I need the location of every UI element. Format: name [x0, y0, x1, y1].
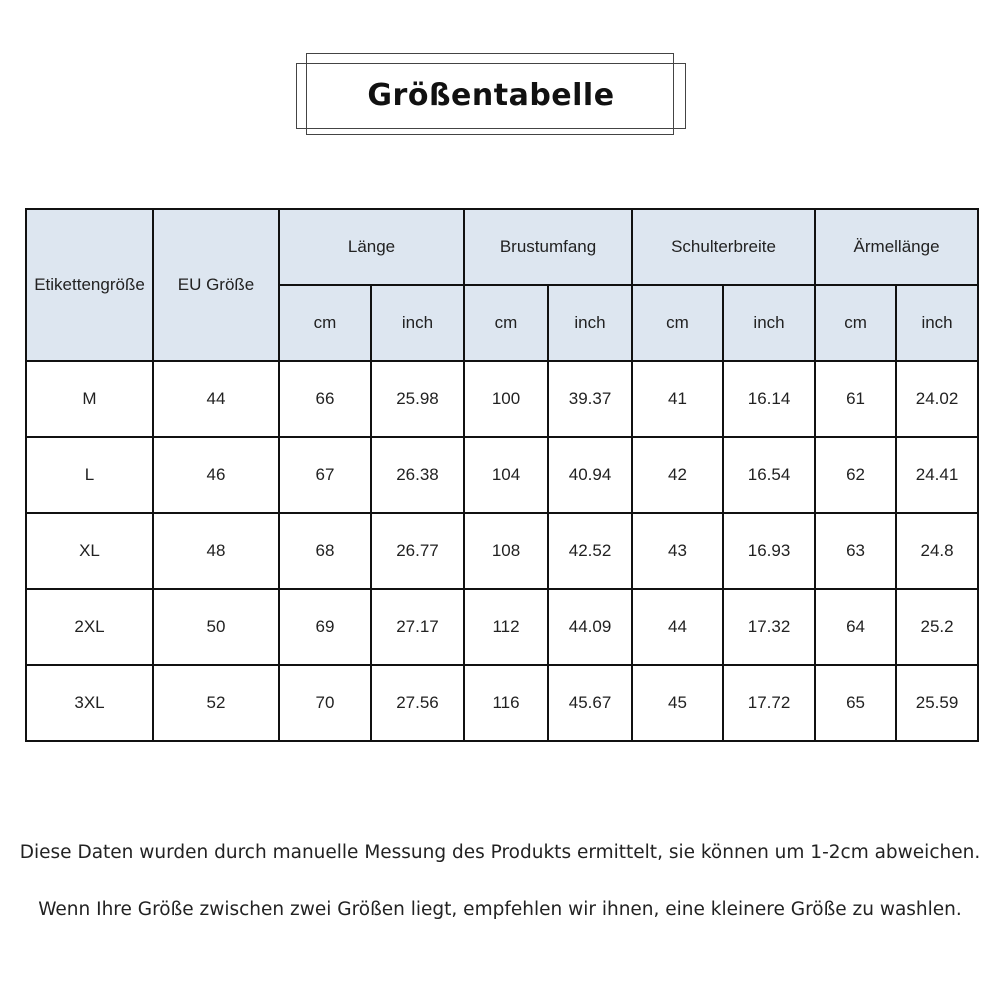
- table-row: [26, 665, 978, 741]
- table-cell: 25.2: [896, 589, 978, 665]
- table-cell: 27.56: [371, 665, 464, 741]
- table-cell: 40.94: [548, 437, 632, 513]
- table-cell: 112: [464, 589, 548, 665]
- table-cell: XL: [26, 513, 153, 589]
- table-cell: 64: [815, 589, 896, 665]
- table-cell: 67: [279, 437, 371, 513]
- measurement-note: Diese Daten wurden durch manuelle Messung des Produkts ermittelt, sie können um 1-2cm abweichen.: [19, 842, 981, 863]
- title-box: [296, 53, 686, 139]
- table-cell: 3XL: [26, 665, 153, 741]
- size-table: [25, 208, 979, 742]
- header-group-aermellaenge: Ärmellänge: [815, 209, 978, 285]
- table-cell: 24.02: [896, 361, 978, 437]
- table-cell: 69: [279, 589, 371, 665]
- table-cell: L: [26, 437, 153, 513]
- table-cell: 44.09: [548, 589, 632, 665]
- table-cell: 48: [153, 513, 279, 589]
- table-cell: 65: [815, 665, 896, 741]
- table-cell: 100: [464, 361, 548, 437]
- table-cell: 104: [464, 437, 548, 513]
- table-cell: 25.59: [896, 665, 978, 741]
- header-unit: cm: [815, 285, 896, 361]
- table-cell: 42: [632, 437, 723, 513]
- header-row-groups: [26, 209, 978, 285]
- table-cell: 43: [632, 513, 723, 589]
- table-row: [26, 589, 978, 665]
- table-cell: 24.8: [896, 513, 978, 589]
- header-unit: inch: [723, 285, 815, 361]
- table-cell: 24.41: [896, 437, 978, 513]
- size-advice-note: Wenn Ihre Größe zwischen zwei Größen liegt, empfehlen wir ihnen, eine kleinere Größe zu washlen.: [38, 899, 962, 920]
- table-cell: 44: [153, 361, 279, 437]
- table-cell: 16.14: [723, 361, 815, 437]
- table-cell: 52: [153, 665, 279, 741]
- table-cell: 26.77: [371, 513, 464, 589]
- table-cell: M: [26, 361, 153, 437]
- table-cell: 25.98: [371, 361, 464, 437]
- header-unit: inch: [371, 285, 464, 361]
- table-cell: 45.67: [548, 665, 632, 741]
- header-group-brustumfang: Brustumfang: [464, 209, 632, 285]
- table-cell: 70: [279, 665, 371, 741]
- table-cell: 63: [815, 513, 896, 589]
- table-cell: 45: [632, 665, 723, 741]
- header-group-schulterbreite: Schulterbreite: [632, 209, 815, 285]
- table-cell: 61: [815, 361, 896, 437]
- page-title: Größentabelle: [367, 78, 615, 113]
- table-cell: 68: [279, 513, 371, 589]
- header-unit: inch: [896, 285, 978, 361]
- header-group-laenge: Länge: [279, 209, 464, 285]
- table-cell: 2XL: [26, 589, 153, 665]
- table-cell: 17.32: [723, 589, 815, 665]
- table-cell: 108: [464, 513, 548, 589]
- table-cell: 16.54: [723, 437, 815, 513]
- table-cell: 62: [815, 437, 896, 513]
- header-unit: cm: [279, 285, 371, 361]
- table-cell: 17.72: [723, 665, 815, 741]
- table-cell: 50: [153, 589, 279, 665]
- table-row: [26, 437, 978, 513]
- header-unit: inch: [548, 285, 632, 361]
- table-cell: 39.37: [548, 361, 632, 437]
- table-cell: 26.38: [371, 437, 464, 513]
- table-cell: 44: [632, 589, 723, 665]
- header-unit: cm: [464, 285, 548, 361]
- table-cell: 116: [464, 665, 548, 741]
- header-label-size: Etikettengröße: [26, 209, 153, 361]
- table-cell: 66: [279, 361, 371, 437]
- header-eu-size: EU Größe: [153, 209, 279, 361]
- table-cell: 41: [632, 361, 723, 437]
- table-row: [26, 513, 978, 589]
- table-row: [26, 361, 978, 437]
- table-cell: 27.17: [371, 589, 464, 665]
- table-cell: 16.93: [723, 513, 815, 589]
- table-cell: 46: [153, 437, 279, 513]
- table-cell: 42.52: [548, 513, 632, 589]
- header-unit: cm: [632, 285, 723, 361]
